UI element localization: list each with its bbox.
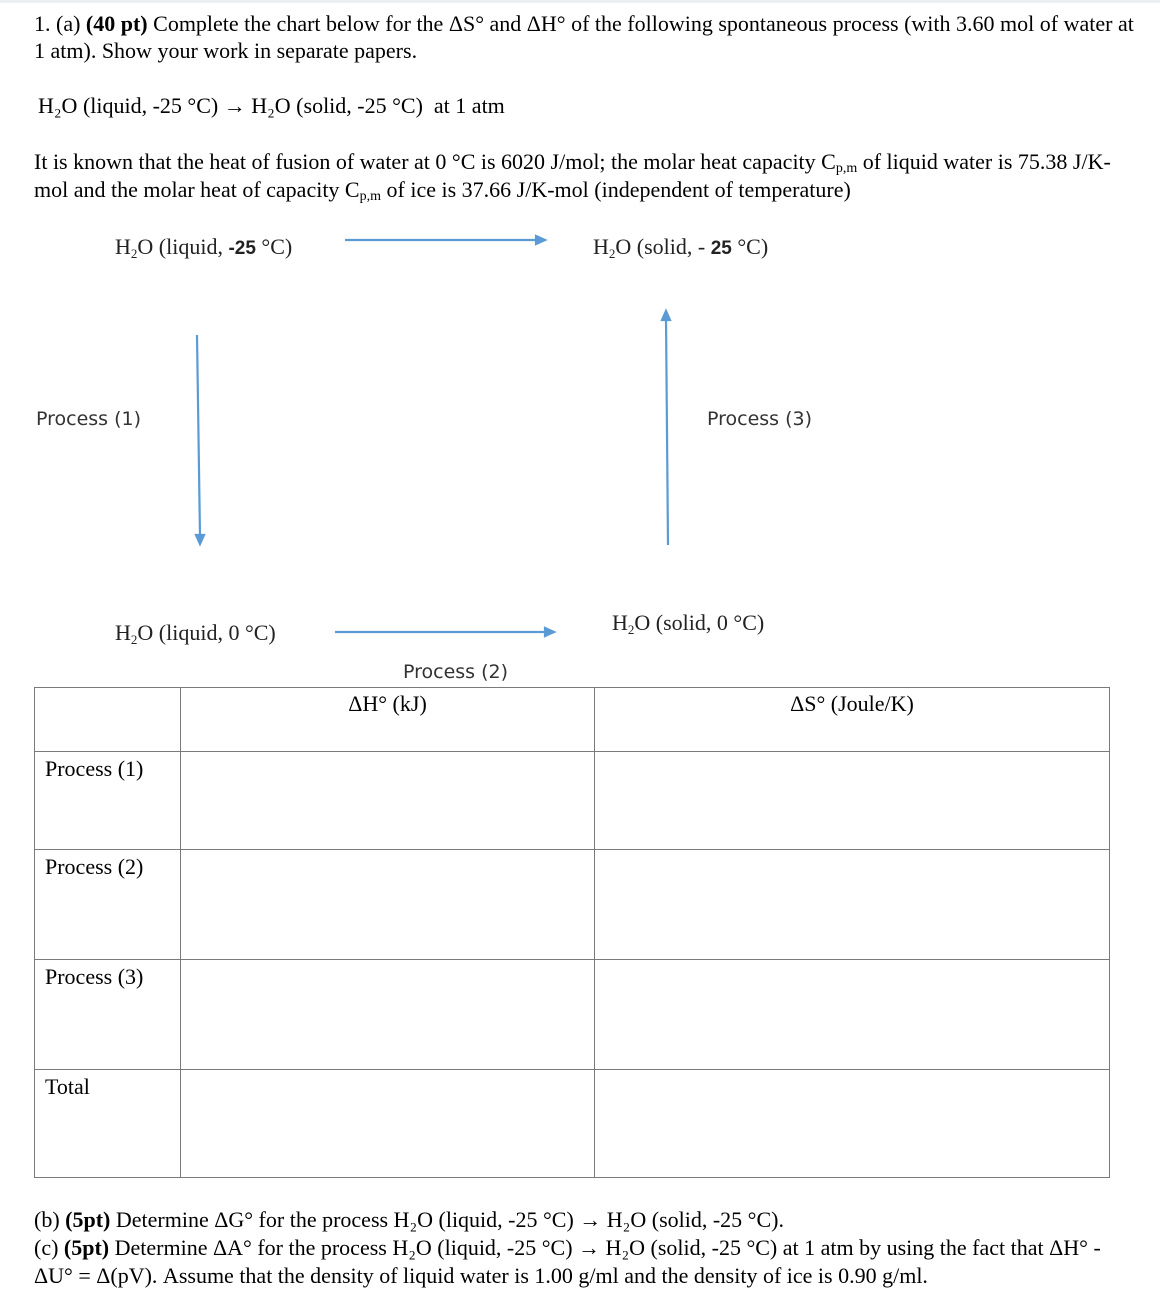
part-b bbox=[34, 1206, 1134, 1234]
question-number: 1. (a) bbox=[34, 11, 81, 36]
cell-delta-s-total[interactable] bbox=[595, 1070, 1110, 1178]
state-text: H bbox=[115, 620, 131, 645]
followup-questions bbox=[34, 1206, 1134, 1290]
cell-delta-h-process-1[interactable] bbox=[181, 752, 595, 850]
row-label-process-1: Process (1) bbox=[35, 752, 181, 850]
table-header-delta-s: ΔS° (Joule/K) bbox=[595, 688, 1110, 752]
state-text: O (liquid, 0 °C) bbox=[137, 620, 276, 645]
row-label-total: Total bbox=[35, 1070, 181, 1178]
row-label-process-3: Process (3) bbox=[35, 960, 181, 1070]
cell-delta-h-process-3[interactable] bbox=[181, 960, 595, 1070]
reaction-arrow-icon: → bbox=[223, 93, 246, 118]
state-text: H bbox=[612, 610, 628, 635]
state-subscript: 2 bbox=[130, 632, 138, 647]
cell-delta-s-process-3[interactable] bbox=[595, 960, 1110, 1070]
process-1-label: Process (1) bbox=[36, 408, 142, 430]
table-header-corner bbox=[35, 688, 181, 752]
state-subscript: 2 bbox=[130, 246, 138, 261]
table-row bbox=[35, 752, 1110, 850]
state-text: H bbox=[593, 234, 609, 259]
reaction-product: H₂O (solid, -25 °C) bbox=[251, 93, 423, 118]
cpm-subscript: p,m bbox=[359, 189, 381, 204]
state-subscript: 2 bbox=[608, 246, 616, 261]
answer-table bbox=[34, 687, 1110, 1178]
cell-delta-h-total[interactable] bbox=[181, 1070, 595, 1178]
given-text-2: of liquid water is 75.38 J/K-mol and the molar heat of capacity C bbox=[34, 149, 1111, 202]
given-text-1: It is known that the heat of fusion of water at 0 °C is 6020 J/mol; the molar heat capacity C bbox=[34, 149, 836, 174]
state-text: O (solid, 0 °C) bbox=[634, 610, 765, 635]
cell-delta-s-process-1[interactable] bbox=[595, 752, 1110, 850]
cpm-subscript: p,m bbox=[835, 161, 858, 176]
question-text: Complete the chart below for the ΔS° and ΔH° of the following spontaneous process (with 3.60 mol of water at 1 atm). Show your work in separate papers. bbox=[34, 11, 1134, 63]
part-b-label: (b) bbox=[34, 1207, 60, 1232]
row-label-process-2: Process (2) bbox=[35, 850, 181, 960]
process-2-arrowhead-icon bbox=[545, 628, 554, 636]
part-c-points: (5pt) bbox=[63, 1235, 110, 1260]
table-header-delta-h: ΔH° (kJ) bbox=[181, 688, 595, 752]
reaction-condition: at 1 atm bbox=[433, 93, 505, 118]
table-row bbox=[35, 1070, 1110, 1178]
state-text: °C) bbox=[255, 234, 293, 259]
part-c-text: Determine ΔA° for the process H₂O (liquid, -25 °C) → H₂O (solid, -25 °C) at 1 atm by using the fact that ΔH° - ΔU° = Δ(pV). Assume that the density of liquid water is 1.00 g/ml and the density of ice is 0.90 g/ml. bbox=[34, 1235, 1101, 1288]
part-c bbox=[34, 1234, 1134, 1290]
part-b-text: Determine ΔG° for the process H₂O (liquid, -25 °C) → H₂O (solid, -25 °C). bbox=[110, 1207, 784, 1232]
table-header-row bbox=[35, 688, 1110, 752]
state-temp: 25 bbox=[710, 238, 732, 259]
reaction-reactant: H₂O (liquid, -25 °C) bbox=[38, 93, 219, 118]
part-c-label: (c) bbox=[34, 1235, 59, 1260]
process-1-arrow bbox=[197, 335, 200, 537]
cell-delta-h-process-2[interactable] bbox=[181, 850, 595, 960]
state-text: H bbox=[115, 234, 131, 259]
process-2-label: Process (2) bbox=[403, 661, 509, 683]
cell-delta-s-process-2[interactable] bbox=[595, 850, 1110, 960]
state-text: °C) bbox=[731, 234, 769, 259]
question-points: (40 pt) bbox=[85, 11, 148, 36]
state-subscript: 2 bbox=[627, 622, 635, 637]
part-b-points: (5pt) bbox=[65, 1207, 111, 1232]
overall-process-arrowhead-icon bbox=[536, 236, 545, 244]
state-temp: -25 bbox=[228, 238, 256, 259]
process-3-label: Process (3) bbox=[707, 408, 813, 430]
table-row bbox=[35, 960, 1110, 1070]
table-row bbox=[35, 850, 1110, 960]
process-3-arrowhead-icon bbox=[662, 311, 670, 320]
process-3-arrow bbox=[666, 318, 668, 545]
state-text: O (liquid, bbox=[137, 234, 229, 259]
state-text: O (solid, - bbox=[615, 234, 711, 259]
given-text-3: of ice is 37.66 J/K-mol (independent of temperature) bbox=[381, 177, 851, 202]
process-1-arrowhead-icon bbox=[196, 535, 204, 544]
